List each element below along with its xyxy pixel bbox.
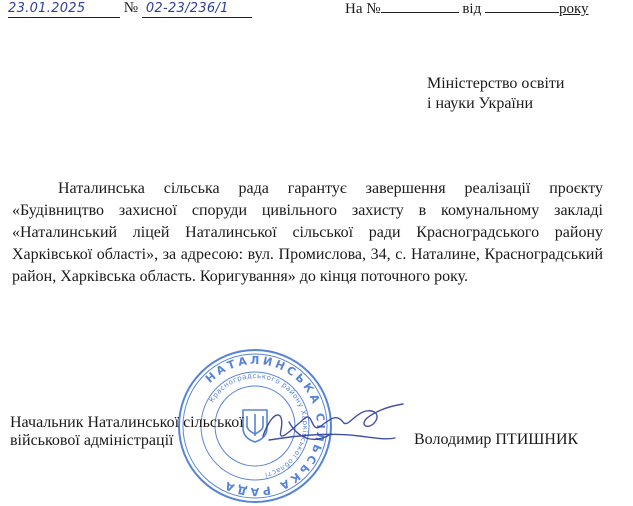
outgoing-date: 23.01.2025 xyxy=(8,1,86,16)
outgoing-number-field xyxy=(142,0,252,18)
stamp-inner-text: Красноградського району Харківської області xyxy=(207,371,310,479)
reply-prefix: На № xyxy=(345,1,381,17)
reply-suffix: року xyxy=(558,1,589,17)
outgoing-date-field xyxy=(8,0,120,18)
signatory-name: Володимир ПТИШНИК xyxy=(414,431,579,448)
addressee-line-1: Міністерство освіти xyxy=(427,75,565,92)
handwritten-signature-icon xyxy=(255,396,410,458)
outgoing-number: 02-23/236/1 xyxy=(145,1,229,16)
incoming-reference xyxy=(345,0,589,18)
number-sign: № xyxy=(123,0,139,16)
reply-number-blank xyxy=(381,0,459,13)
signatory-title-line-1: Начальник Наталинської сільської xyxy=(10,414,244,431)
body-text: Наталинська сільська рада гарантує завершення реалізації проєкту «Будівництво захисної споруди цивільного захисту в комунальному закладі «Наталинський ліцей Наталинської сільської ради Красноградського району Харківської області», за адресою: вул. Промислова, 34, с. Наталине, Красноградський район, Харківська область. Коригування» до кінця поточного року. xyxy=(12,180,603,285)
addressee-block xyxy=(427,74,564,114)
stamp-outer-text: НАТАЛИНСЬКА СІЛЬСЬКА РАДА xyxy=(203,353,328,499)
body-paragraph xyxy=(12,178,603,288)
reply-date-blank xyxy=(485,0,559,13)
signatory-title-line-2: військової адміністрації xyxy=(10,432,174,449)
outgoing-registration xyxy=(8,0,252,20)
addressee-line-2: і науки України xyxy=(427,95,533,112)
signatory-title xyxy=(10,414,244,450)
reply-middle: від xyxy=(462,1,482,17)
